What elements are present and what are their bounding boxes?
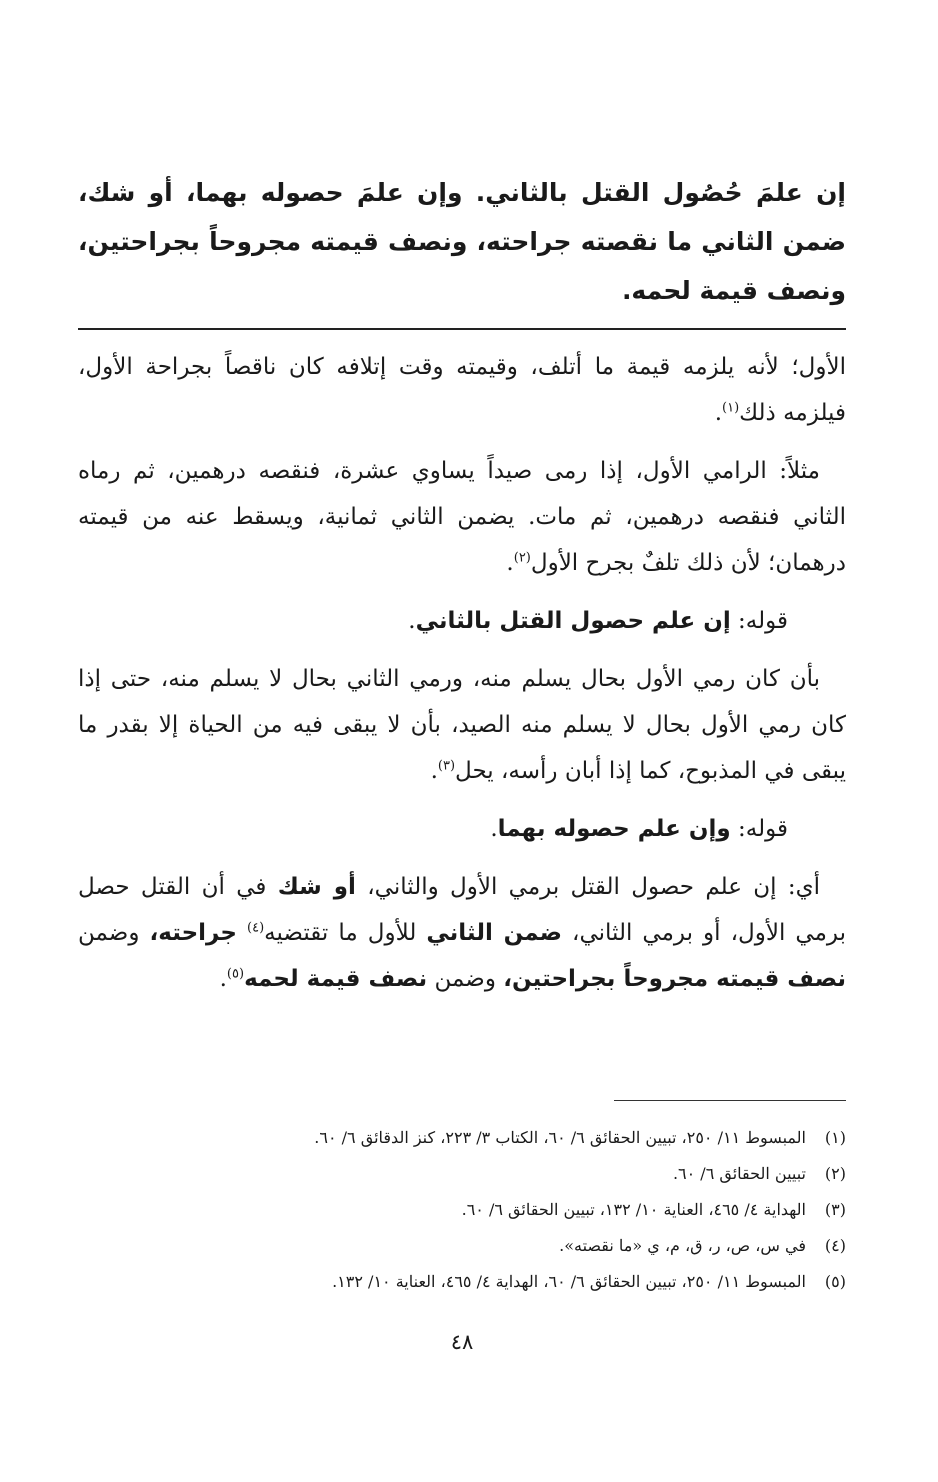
quoted-matn: نصف قيمة لحمه: [244, 966, 428, 992]
quoted-matn: نصف قيمته مجروحاً بجراحتين،: [503, 966, 846, 992]
footnote-number: (٥): [824, 1272, 846, 1291]
footnote-item: [78, 1228, 846, 1264]
matn-paragraph: إن علمَ حُصُول القتل بالثاني. وإن علمَ حصوله بهما، أو شك، ضمن الثاني ما نقصته جراحته، ونصف قيمته مجروحاً بجراحتين، ونصف قيمة لحمه.: [78, 178, 846, 305]
footnote-number: (٢): [824, 1164, 846, 1183]
paragraph-text: مثلاً: الرامي الأول، إذا رمى صيداً يساوي عشرة، فنقصه درهمين، ثم رماه الثاني فنقصه درهمين، ثم مات. يضمن الثاني ثمانية، ويسقط عنه من قيمته درهمان؛ لأن ذلك تلفٌ بجرح الأول: [78, 458, 846, 576]
text-run: أي: إن علم حصول القتل برمي الأول والثاني،: [367, 874, 821, 900]
period: .: [490, 816, 498, 842]
footnote-number: (٣): [824, 1200, 846, 1219]
footnote-ref-4[interactable]: (٤): [247, 920, 265, 936]
commentary-paragraph-1: [78, 344, 846, 436]
period: .: [430, 758, 438, 784]
matn-separator-line: [78, 328, 846, 330]
footnote-text: المبسوط ١١/ ٢٥٠، تبيين الحقائق ٦/ ٦٠، الكتاب ٣/ ٢٢٣، كنز الدقائق ٦/ ٦٠.: [314, 1128, 806, 1147]
paragraph-text: الأول؛ لأنه يلزمه قيمة ما أتلف، وقيمته وقت إتلافه كان ناقصاً بجراحة الأول، فيلزمه ذلك: [78, 354, 846, 426]
text-run: وضمن: [78, 920, 140, 946]
commentary-paragraph-3: [78, 656, 846, 794]
footnote-text: تبيين الحقائق ٦/ ٦٠.: [672, 1164, 806, 1183]
footnote-item: [78, 1156, 846, 1192]
footnote-text: المبسوط ١١/ ٢٥٠، تبيين الحقائق ٦/ ٦٠، الهداية ٤/ ٤٦٥، العناية ١٠/ ١٣٢.: [332, 1272, 806, 1291]
book-page: [78, 0, 846, 1482]
quote-label: قوله:: [738, 816, 788, 842]
footnote-separator-line: [614, 1100, 846, 1101]
footnote-ref-5[interactable]: (٥): [226, 966, 245, 982]
footnote-number: (١): [824, 1128, 846, 1147]
period: .: [219, 966, 227, 992]
page-number: ٤٨: [450, 1330, 474, 1354]
period: .: [408, 608, 416, 634]
quote-heading-2: [78, 806, 846, 852]
quoted-matn: أو شك: [277, 874, 356, 900]
quote-heading-1: [78, 598, 846, 644]
period: .: [714, 400, 723, 426]
footnote-ref-1[interactable]: (١): [722, 400, 740, 416]
quoted-matn: ضمن الثاني: [426, 920, 562, 946]
footnote-item: [78, 1192, 846, 1228]
footnote-ref-3[interactable]: (٣): [437, 758, 456, 774]
footnote-item: [78, 1120, 846, 1156]
commentary-block: [78, 344, 846, 1014]
footnote-text: في س، ص، ر، ق، م، ي «ما نقصته».: [559, 1236, 806, 1255]
period: .: [506, 550, 514, 576]
text-run: للأول ما تقتضيه: [264, 920, 417, 946]
commentary-paragraph-2: [78, 448, 846, 586]
text-run: وضمن: [434, 966, 496, 992]
matn-text-block: [78, 168, 846, 315]
quoted-matn: وإن علم حصوله بهما: [497, 816, 731, 842]
footnote-item: [78, 1264, 846, 1300]
quote-label: قوله:: [738, 608, 788, 634]
quoted-matn: جراحته،: [149, 920, 237, 946]
footnotes-block: [78, 1120, 846, 1300]
text-run: في أن القتل حصل برمي الأول، أو برمي الثاني،: [78, 874, 846, 946]
footnote-ref-2[interactable]: (٢): [513, 550, 531, 566]
footnote-text: الهداية ٤/ ٤٦٥، العناية ١٠/ ١٣٢، تبيين الحقائق ٦/ ٦٠.: [461, 1200, 806, 1219]
footnote-number: (٤): [824, 1236, 846, 1255]
quoted-matn: إن علم حصول القتل بالثاني: [415, 608, 731, 634]
paragraph-text: بأن كان رمي الأول بحال يسلم منه، ورمي الثاني بحال لا يسلم منه، حتى إذا كان رمي الأول بحال لا يسلم منه الصيد، بأن لا يبقى فيه من الحياة إلا بقدر ما يبقى في المذبوح، كما إذا أبان رأسه، يحل: [78, 666, 846, 784]
commentary-paragraph-4: [78, 864, 846, 1002]
